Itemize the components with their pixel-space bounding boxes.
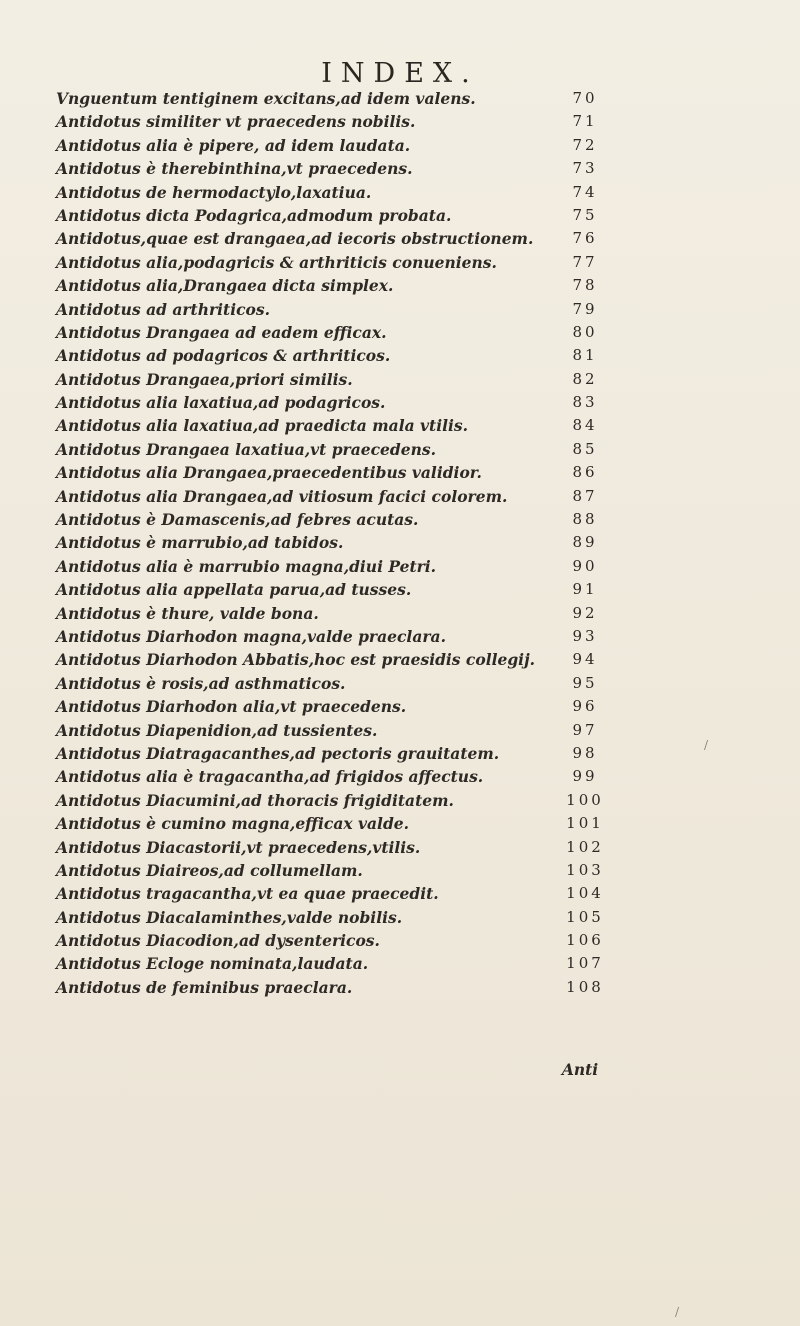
index-entry xyxy=(56,789,756,812)
index-entry xyxy=(56,321,756,344)
index-entry xyxy=(56,719,756,742)
index-entry xyxy=(56,485,756,508)
entry-title: Antidotus è rosis,ad asthmaticos. xyxy=(56,673,346,693)
entry-page-number: 101 xyxy=(566,814,604,833)
entry-page-number: 90 xyxy=(572,556,598,575)
entry-title: Antidotus de feminibus praeclara. xyxy=(56,977,353,997)
index-entry xyxy=(56,368,756,391)
entry-title: Antidotus Diacalaminthes,valde nobilis. xyxy=(56,907,403,927)
entry-title: Antidotus alia è pipere, ad idem laudata. xyxy=(56,135,411,155)
index-entry xyxy=(56,976,756,999)
catchword: Anti xyxy=(561,1060,599,1079)
stray-mark: / xyxy=(704,738,709,752)
entry-page-number: 86 xyxy=(572,463,598,482)
entry-title: Antidotus dicta Podagrica,admodum probata. xyxy=(56,205,452,225)
index-entry xyxy=(56,859,756,882)
entry-page-number: 74 xyxy=(572,182,598,201)
index-entry xyxy=(56,508,756,531)
index-entry xyxy=(56,227,756,250)
entry-page-number: 71 xyxy=(572,112,598,131)
entry-page-number: 103 xyxy=(566,860,604,879)
entry-title: Antidotus Drangaea laxatiua,vt praecedens. xyxy=(56,439,437,459)
entry-page-number: 70 xyxy=(572,89,598,107)
entry-page-number: 80 xyxy=(572,322,598,341)
entry-page-number: 91 xyxy=(572,580,598,599)
index-entry xyxy=(56,531,756,554)
index-entry xyxy=(56,742,756,765)
index-entry xyxy=(56,672,756,695)
index-entry xyxy=(56,110,756,133)
entry-title: Antidotus Diarhodon magna,valde praeclara. xyxy=(56,626,446,646)
index-entry xyxy=(56,836,756,859)
entry-title: Antidotus similiter vt praecedens nobilis. xyxy=(56,112,416,132)
entry-page-number: 83 xyxy=(572,393,598,412)
index-entry xyxy=(56,952,756,975)
entry-title: Antidotus ad arthriticos. xyxy=(56,299,270,319)
entry-page-number: 106 xyxy=(566,931,604,950)
entry-title: Antidotus Diacastorii,vt praecedens,vtilis. xyxy=(56,837,421,857)
entry-title: Antidotus Drangaea ad eadem efficax. xyxy=(56,322,387,342)
index-entry xyxy=(56,438,756,461)
entry-page-number: 79 xyxy=(572,299,598,318)
stray-mark: / xyxy=(675,1305,680,1319)
index-entry xyxy=(56,765,756,788)
index-entry xyxy=(56,87,756,110)
index-entry xyxy=(56,134,756,157)
index-entry xyxy=(56,414,756,437)
index-entry xyxy=(56,578,756,601)
entry-title: Antidotus alia è tragacantha,ad frigidos affectus. xyxy=(56,767,484,787)
entry-title: Antidotus de hermodactylo,laxatiua. xyxy=(56,182,372,202)
entry-title: Antidotus è cumino magna,efficax valde. xyxy=(56,814,410,834)
entry-page-number: 85 xyxy=(572,439,598,458)
index-entry xyxy=(56,274,756,297)
entry-title: Antidotus Diarhodon Abbatis,hoc est praesidis collegij. xyxy=(56,650,536,670)
entry-page-number: 100 xyxy=(566,790,604,809)
entry-page-number: 97 xyxy=(572,720,598,739)
entry-title: Antidotus alia,podagricis & arthriticis conueniens. xyxy=(56,252,497,272)
entry-title: Antidotus è Damascenis,ad febres acutas. xyxy=(56,510,419,530)
entry-title: Antidotus alia appellata parua,ad tusses. xyxy=(56,580,412,600)
entry-page-number: 78 xyxy=(572,276,598,295)
index-entry xyxy=(56,812,756,835)
index-entry xyxy=(56,882,756,905)
entry-title: Antidotus ad podagricos & arthriticos. xyxy=(56,346,391,366)
entry-title: Antidotus Drangaea,priori similis. xyxy=(56,369,353,389)
entry-title: Antidotus tragacantha,vt ea quae praecedit. xyxy=(56,884,439,904)
entry-page-number: 108 xyxy=(566,977,604,996)
entry-page-number: 84 xyxy=(572,416,598,435)
index-entry xyxy=(56,157,756,180)
index-entry xyxy=(56,648,756,671)
entry-page-number: 81 xyxy=(572,346,598,365)
entry-title: Antidotus alia è marrubio magna,diui Petri. xyxy=(56,556,437,576)
entry-page-number: 96 xyxy=(572,697,598,716)
entry-title: Antidotus alia laxatiua,ad praedicta mala vtilis. xyxy=(56,416,468,436)
entry-title: Antidotus,quae est drangaea,ad iecoris obstructionem. xyxy=(56,229,534,249)
entry-title: Antidotus Diacodion,ad dysentericos. xyxy=(56,931,380,951)
entry-page-number: 92 xyxy=(572,603,598,622)
index-entry xyxy=(56,461,756,484)
index-entry xyxy=(56,298,756,321)
entry-page-number: 77 xyxy=(572,252,598,271)
entry-title: Antidotus Diarhodon alia,vt praecedens. xyxy=(56,697,407,717)
entry-title: Antidotus alia Drangaea,ad vitiosum facici colorem. xyxy=(56,486,508,506)
index-entry xyxy=(56,929,756,952)
entry-page-number: 76 xyxy=(572,229,598,248)
entry-title: Antidotus Diaireos,ad collumellam. xyxy=(56,860,363,880)
index-entry xyxy=(56,625,756,648)
index-entry xyxy=(56,344,756,367)
index-entry xyxy=(56,906,756,929)
index-entry xyxy=(56,555,756,578)
entry-title: Antidotus alia,Drangaea dicta simplex. xyxy=(56,276,394,296)
entry-page-number: 102 xyxy=(566,837,604,856)
index-entry xyxy=(56,181,756,204)
entry-page-number: 88 xyxy=(572,510,598,529)
entry-title: Antidotus Ecloge nominata,laudata. xyxy=(56,954,369,974)
entry-page-number: 82 xyxy=(572,369,598,388)
entry-page-number: 87 xyxy=(572,486,598,505)
entry-title: Antidotus alia laxatiua,ad podagricos. xyxy=(56,393,386,413)
entry-page-number: 93 xyxy=(572,626,598,645)
index-list xyxy=(56,87,756,999)
entry-page-number: 105 xyxy=(566,907,604,926)
index-entry xyxy=(56,695,756,718)
index-entry xyxy=(56,602,756,625)
entry-page-number: 99 xyxy=(572,767,598,786)
entry-page-number: 107 xyxy=(566,954,604,973)
entry-title: Antidotus Diacumini,ad thoracis frigiditatem. xyxy=(56,790,454,810)
page-heading: INDEX. xyxy=(321,58,479,89)
index-entry xyxy=(56,251,756,274)
entry-page-number: 75 xyxy=(572,205,598,224)
entry-title: Vnguentum tentiginem excitans,ad idem valens. xyxy=(56,89,476,108)
entry-title: Antidotus è therebinthina,vt praecedens. xyxy=(56,159,413,179)
entry-title: Antidotus è thure, valde bona. xyxy=(56,603,319,623)
entry-page-number: 89 xyxy=(572,533,598,552)
index-entry xyxy=(56,391,756,414)
entry-page-number: 95 xyxy=(572,673,598,692)
entry-title: Antidotus Diatragacanthes,ad pectoris grauitatem. xyxy=(56,743,500,763)
entry-page-number: 73 xyxy=(572,159,598,178)
entry-page-number: 98 xyxy=(572,743,598,762)
entry-page-number: 72 xyxy=(572,135,598,154)
entry-title: Antidotus è marrubio,ad tabidos. xyxy=(56,533,344,553)
entry-title: Antidotus Diapenidion,ad tussientes. xyxy=(56,720,378,740)
entry-page-number: 94 xyxy=(572,650,598,669)
entry-page-number: 104 xyxy=(566,884,604,903)
index-entry xyxy=(56,204,756,227)
entry-title: Antidotus alia Drangaea,praecedentibus validior. xyxy=(56,463,482,483)
